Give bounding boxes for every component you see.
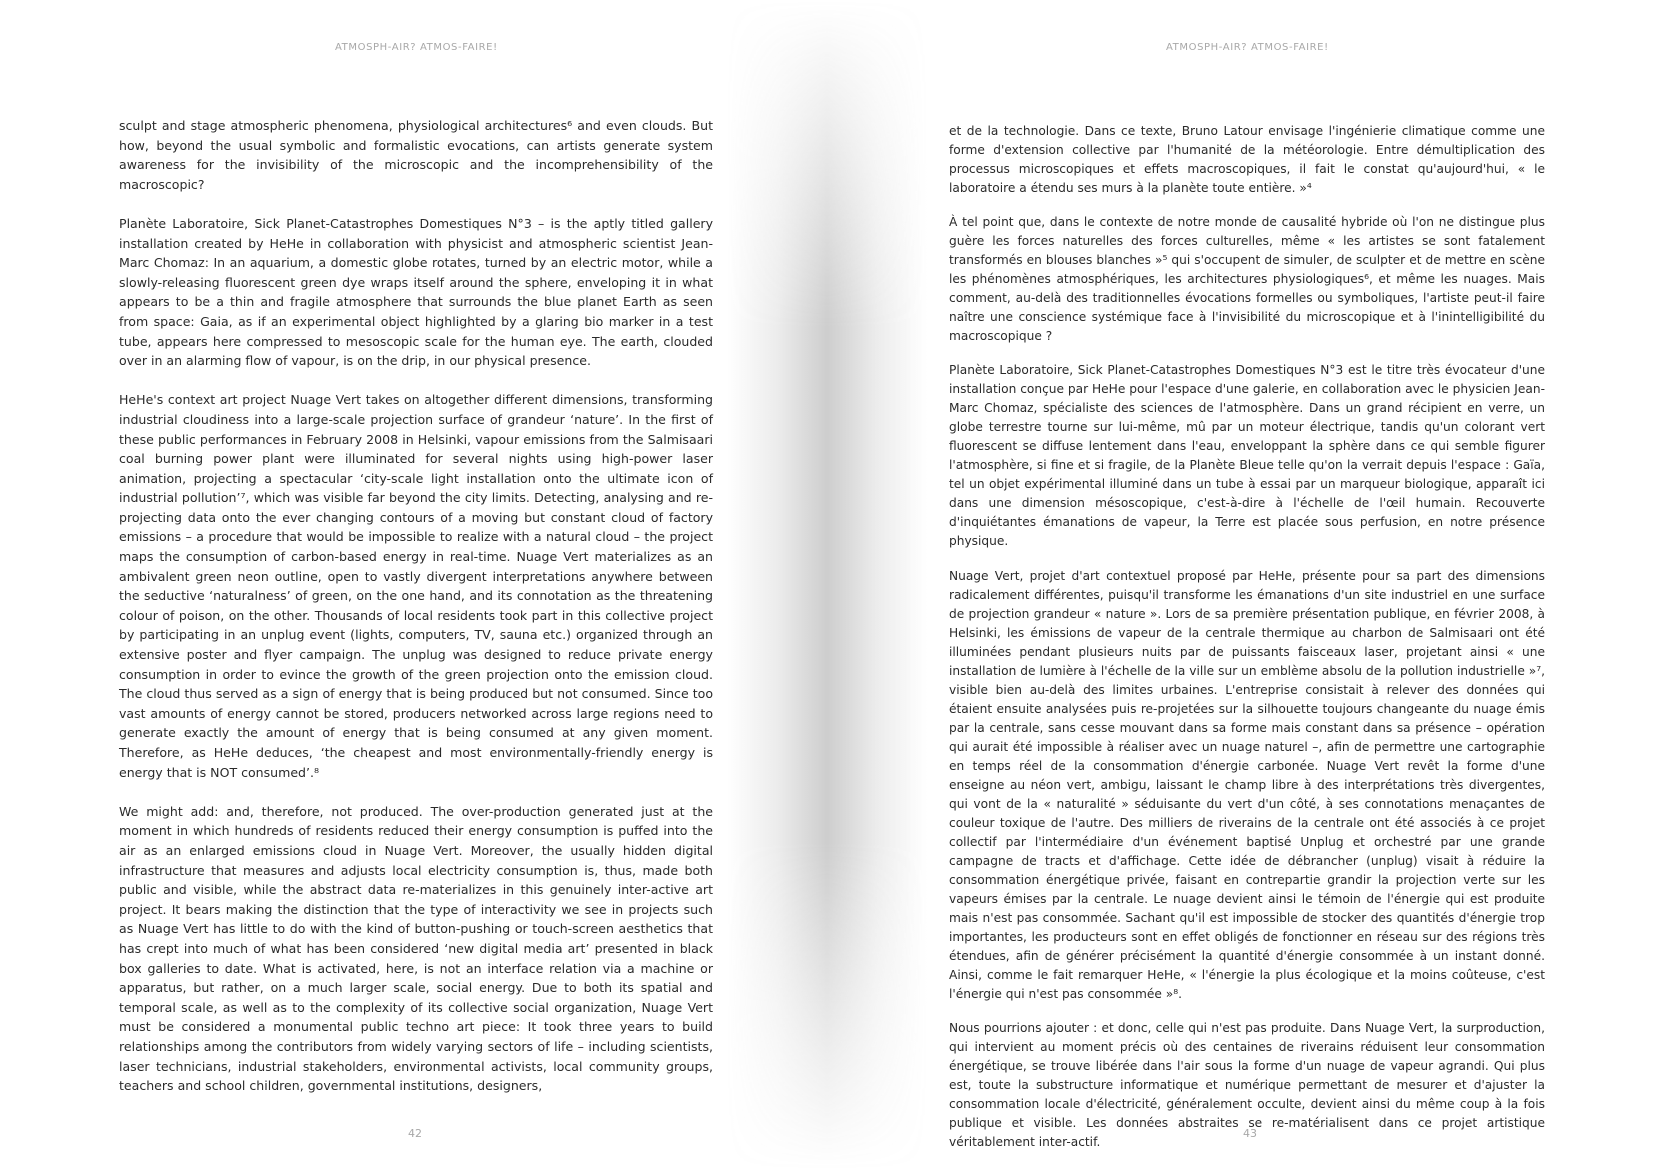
paragraph: Nuage Vert, projet d'art contextuel proposé par HeHe, présente pour sa part des dimensions radicalement différentes, puisqu'il transforme les émanations d'un site industriel en une surface de projection grandeur « nature ». Lors de sa première présentation publique, en février 2008, à Helsinki, les émissions de vapeur de la centrale thermique au charbon de Salmisaari ont été illuminées pendant plusieurs nuits par de puissants faisceaux laser, projetant ainsi « une installation de lumière à l'échelle de la ville sur un emblème absolu de la pollution industrielle »⁷, visible bien au-delà des limites urbaines. L'entreprise consistait à relever des données qui étaient ensuite analysées puis re-projetées sur la silhouette toujours changeante du nuage émis par la centrale, sans cesse mouvant dans sa forme mais constant dans sa présence – opération qui aurait été impossible à réaliser avec un nuage naturel –, afin de permettre une cartographie en temps réel de la consommation d'énergie carbonée. Nuage Vert revêt la forme d'une enseigne au néon vert, ambigu, laissant le champ libre à des interprétations très divergentes, qui vont de la « naturalité » séduisante du vert d'un côté, à ses connotations menaçantes de couleur toxique de l'autre. Des milliers de riverains de la centrale ont été associés à ce projet collectif par l'intermédiaire d'un événement baptisé Unplug et orchestré par une grande campagne de tracts et d'affichage. Cette idée de débrancher (unplug) visait à réduire la consommation énergétique privée, faisant en contrepartie grandir la projection verte sur les vapeurs émises par la centrale. Le nuage devient ainsi le témoin de l'énergie qui est produite mais n'est pas consommée. Sachant qu'il est impossible de stocker des quantités d'énergie trop importantes, les producteurs sont en effet obligés de fonctionner en réseau sur des régions très étendues, afin de générer précisément la quantité d'énergie consommée à un instant donné. Ainsi, comme le fait remarquer HeHe, « l'énergie la plus écologique et la moins coûteuse, c'est l'énergie qui n'est pas consommée »⁸. xyxy=(949,568,1545,1001)
page-number: 42 xyxy=(408,1127,422,1140)
page-number: 43 xyxy=(1243,1127,1257,1140)
right-page xyxy=(827,0,1654,1170)
paragraph: À tel point que, dans le contexte de notre monde de causalité hybride où l'on ne distingue plus guère les forces naturelles des forces culturelles, même « les artistes se sont fatalement transformés en blouses blanches »⁵ qui s'occupent de simuler, de sculpter et de mettre en scène les phénomènes atmosphériques, les architectures physiologiques⁶, et même les nuages. Mais comment, au-delà des traditionnelles évocations formelles ou symboliques, l'artiste peut-il faire naître une conscience systémique face à l'invisibilité du microscopique et à l'inintelligibilité du macroscopique ? xyxy=(949,215,1545,344)
paragraph: Nous pourrions ajouter : et donc, celle qui n'est pas produite. Dans Nuage Vert, la surproduction, qui intervient au moment précis où des centaines de riverains réduisent leur consommation énergétique, se trouve libérée dans l'air sous la forme d'un nuage de vapeur agrandi. Qui plus est, toute la substructure informatique et numérique permettant de mesurer et d'ajuster la consommation locale d'électricité, généralement occulte, devient ainsi du même coup à la fois publique et visible. Les données abstraites se re-matérialisent dans ce projet artistique véritablement inter-actif. xyxy=(949,1020,1545,1149)
paragraph: Planète Laboratoire, Sick Planet-Catastrophes Domestiques N°3 est le titre très évocateur d'une installation conçue par HeHe pour l'espace d'une galerie, en collaboration avec le physicien Jean-Marc Chomaz, spécialiste des sciences de l'atmosphère. Dans un grand récipient en verre, un globe terrestre tourne sur lui-même, mû par un moteur électrique, tandis qu'un colorant vert fluorescent se diffuse lentement dans l'eau, enveloppant la sphère dans ce qui semble figurer l'atmosphère, si fine et si fragile, de la Planète Bleue telle qu'on la verrait depuis l'espace : Gaïa, tel un objet expérimental illuminé dans un tube à essai par un marqueur biologique, apparaît ici dans une dimension mésoscopique, c'est-à-dire à l'échelle de l'œil humain. Recouverte d'inquiétantes émanations de vapeur, la Terre est placée sous perfusion, en notre présence physique. xyxy=(949,363,1545,549)
paragraph: et de la technologie. Dans ce texte, Bruno Latour envisage l'ingénierie climatique comme une forme d'extension collective par l'humanité de la météorologie. Entre démultiplication des processus microscopiques et effets macroscopiques, il fait le constat qu'aujourd'hui, « le laboratoire a étendu ses murs à la planète toute entière. »⁴ xyxy=(949,124,1545,195)
paragraph: Planète Laboratoire, Sick Planet-Catastrophes Domestiques N°3 – is the aptly titled gallery installation created by HeHe in collaboration with physicist and atmospheric scientist Jean-Marc Chomaz: In an aquarium, a domestic globe rotates, turned by an electric motor, while a slowly-releasing fluorescent green dye wraps itself around the sphere, enveloping it in what appears to be a thin and fragile atmosphere that surrounds the blue planet Earth as seen from space: Gaia, as if an experimental object highlighted by a glaring bio marker in a test tube, appears here compressed to mesoscopic scale for the human eye. The earth, clouded over in an alarming flow of vapour, is on the drip, in our physical presence. xyxy=(119,215,713,369)
body-text xyxy=(949,122,1545,1152)
running-head: ATMOSPH-AIR? ATMOS-FAIRE! xyxy=(1166,42,1329,53)
paragraph: HeHe's context art project Nuage Vert takes on altogether different dimensions, transforming industrial cloudiness into a large-scale projection surface of grandeur ‘nature’. In the first of these public performances in February 2008 in Helsinki, vapour emissions from the Salmisaari coal burning power plant were illuminated for several nights using high-power laser animation, projecting a spectacular ‘city-scale light installation onto the ultimate icon of industrial pollution’⁷, which was visible far beyond the city limits. Detecting, analysing and re-projecting data onto the ever changing contours of a moving but constant cloud of factory emissions – a procedure that would be impossible to realize with a natural cloud – the project maps the consumption of carbon-based energy in real-time. Nuage Vert materializes as an ambivalent green neon outline, open to vastly divergent interpretations anywhere between the seductive ‘naturalness’ of green, on the one hand, and its connotation as the threatening colour of poison, on the other. Thousands of local residents took part in this collective project by participating in an unplug event (lights, computers, TV, sauna etc.) organized through an extensive poster and flyer campaign. The unplug was designed to reduce private energy consumption in order to evince the growth of the green projection onto the emission cloud. The cloud thus served as a sign of energy that is being produced but not consumed. Since too vast amounts of energy cannot be stored, producers networked across large regions need to generate exactly the amount of energy that is being consumed at any given moment. Therefore, as HeHe deduces, ‘the cheapest and most environmentally-friendly energy is energy that is NOT consumed’.⁸ xyxy=(119,392,713,780)
running-head: ATMOSPH-AIR? ATMOS-FAIRE! xyxy=(335,42,498,53)
paragraph: sculpt and stage atmospheric phenomena, physiological architectures⁶ and even clouds. But how, beyond the usual symbolic and formalistic evocations, can artists generate system awareness for the invisibility of the microscopic and the incomprehensibility of the macroscopic? xyxy=(119,118,713,192)
paragraph: We might add: and, therefore, not produced. The over-production generated just at the moment in which hundreds of residents reduced their energy consumption is puffed into the air as an enlarged emissions cloud in Nuage Vert. Moreover, the usually hidden digital infrastructure that measures and adjusts local electricity consumption is, thus, made both public and visible, while the abstract data re-materializes in this genuinely inter-active art project. It bears making the distinction that the type of interactivity we see in projects such as Nuage Vert has little to do with the kind of button-pushing or touch-screen aesthetics that has crept into much of what has been considered ‘new digital media art’ presented in black box galleries to date. What is activated, here, is not an interface relation via a machine or apparatus, but rather, on a much larger scale, social energy. Due to both its spatial and temporal scale, as well as to the complexity of its collective social organization, Nuage Vert must be considered a monumental public techno art piece: It took three years to build relationships among the contributors from widely varying sectors of life – including scientists, laser technicians, industrial stakeholders, environmental activists, local community groups, teachers and school children, governmental institutions, designers, xyxy=(119,803,713,1094)
body-text xyxy=(119,116,713,1096)
